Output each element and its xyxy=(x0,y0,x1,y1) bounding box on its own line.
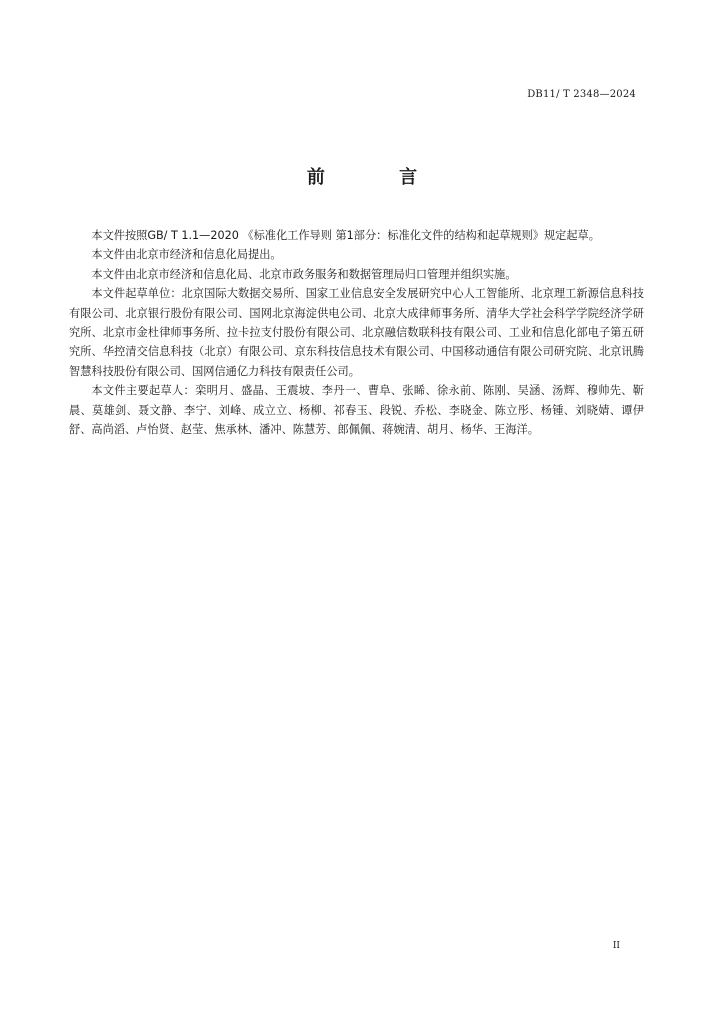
paragraph-proposer: 本文件由北京市经济和信息化局提出。 xyxy=(91,248,282,262)
paragraph-drafters: 本文件主要起草人：栾明月、盛晶、王震坡、李丹一、曹阜、张睎、徐永前、陈刚、吴涵、汤辉、穆帅先、靳晨、莫雄剑、聂文静、李宁、刘峰、成立立、杨柳、祁春玉、段锐、乔松、李晓金、陈立彤、杨锺、刘晓婧、谭伊舒、高尚滔、卢怡贤、赵莹、焦承林、潘冲、陈慧芳、郎佩佩、蒋婉清、胡月、杨华、王海洋。 xyxy=(69,384,644,437)
page-number: II xyxy=(612,941,620,951)
foreword-body xyxy=(69,226,644,439)
paragraph-administration: 本文件由北京市经济和信息化局、北京市政务服务和数据管理局归口管理并组织实施。 xyxy=(91,267,517,281)
paragraph-drafting-units: 本文件起草单位：北京国际大数据交易所、国家工业信息安全发展研究中心人工智能所、北京理工新源信息科技有限公司、北京银行股份有限公司、国网北京海淀供电公司、北京大成律师事务所、清华大学社会科学学院经济学研究所、北京市金杜律师事务所、拉卡拉支付股份有限公司、北京融信数联科技有限公司、工业和信息化部电子第五研究所、华控清交信息科技（北京）有限公司、京东科技信息技术有限公司、中国移动通信有限公司研究院、北京讯腾智慧科技股份有限公司、国网信通亿力科技有限责任公司。 xyxy=(69,287,644,378)
page-title: 前 言 xyxy=(306,167,452,188)
paragraph-drafting-rules: 本文件按照GB/ T 1.1—2020 《标准化工作导则 第1部分：标准化文件的结构和起草规则》规定起草。 xyxy=(91,229,600,242)
document-code: DB11/ T 2348—2024 xyxy=(527,89,636,100)
